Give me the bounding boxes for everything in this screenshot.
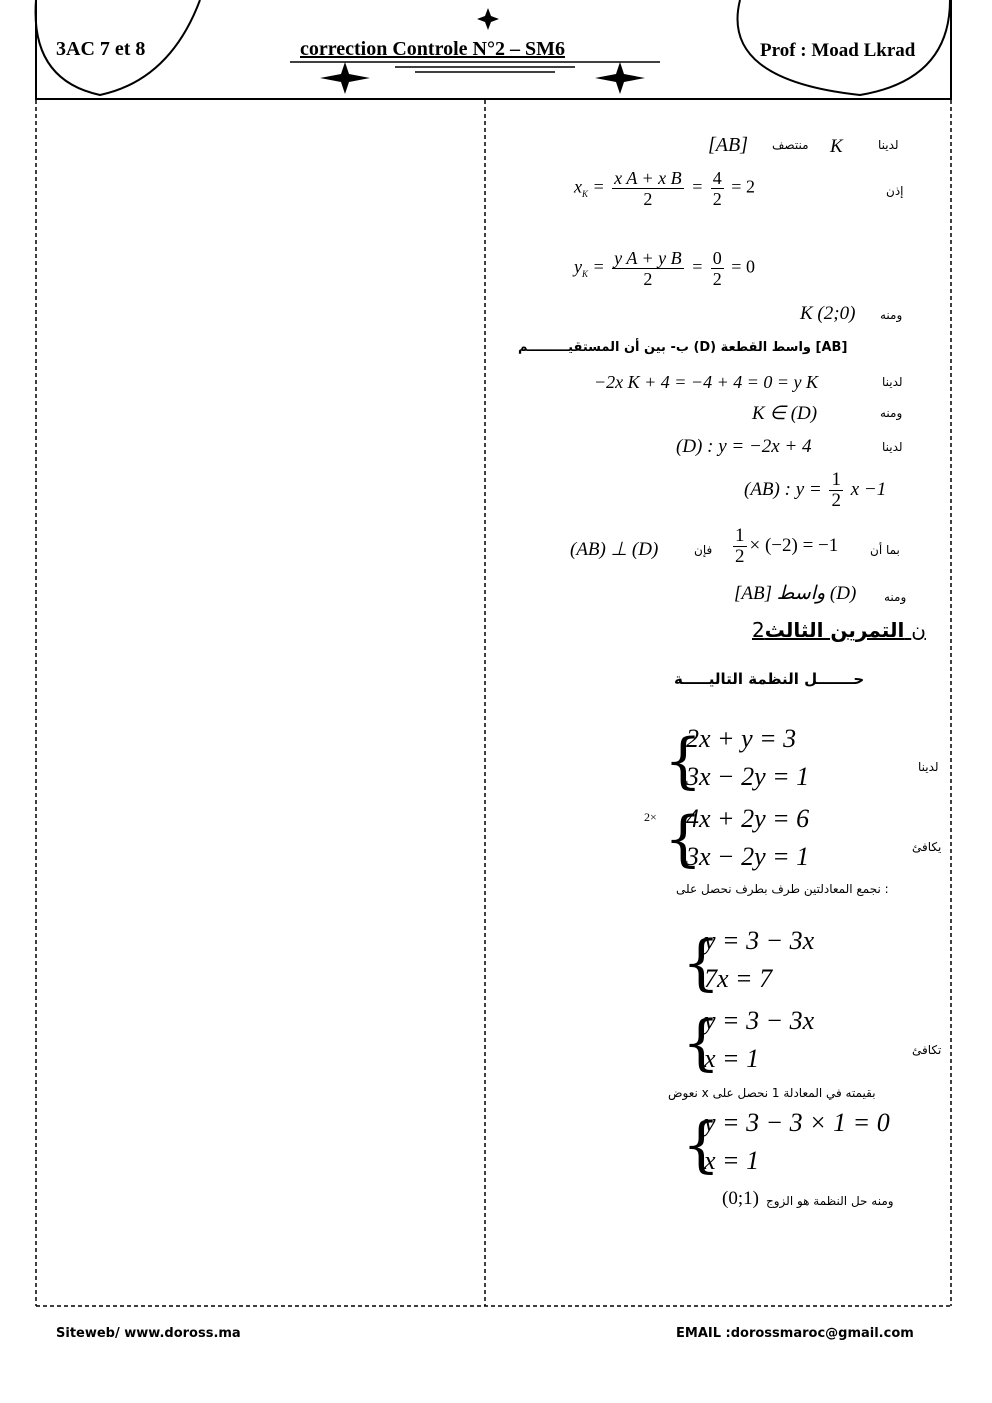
substitution-text: نعوض x بقيمته في المعادلة 1 نحصل على bbox=[668, 1086, 876, 1100]
page-title: correction Controle N°2 – SM6 bbox=[300, 38, 565, 60]
xk-fraction2 bbox=[711, 168, 724, 209]
system4-eq2: x = 1 bbox=[704, 1044, 760, 1073]
equivalent-label-2: تكافئ bbox=[912, 1043, 942, 1057]
system1-eq2: 3x − 2y = 1 bbox=[686, 762, 810, 791]
system3-eq1: y = 3 − 3x bbox=[704, 926, 815, 955]
given-label-4: لدينا bbox=[918, 760, 939, 774]
line-ab-slope-den: 2 bbox=[831, 490, 841, 511]
xk-denominator2: 2 bbox=[712, 189, 722, 209]
k-in-d-calc: −2x K + 4 = −4 + 4 = 0 = y K bbox=[594, 372, 819, 392]
system2-eq1: 4x + 2y = 6 bbox=[686, 804, 810, 833]
xk-lhs: x bbox=[574, 176, 582, 197]
hence-label-2: ومنه bbox=[880, 406, 903, 420]
yk-fraction2 bbox=[711, 248, 724, 289]
line-ab-slope-num: 1 bbox=[831, 469, 841, 490]
slope-product-den: 2 bbox=[735, 546, 745, 567]
exercise3-title bbox=[752, 618, 926, 642]
line-ab-slope bbox=[829, 470, 843, 511]
then-label: فإن bbox=[694, 543, 713, 557]
system3-brace: { bbox=[682, 928, 721, 998]
slope-product-num: 1 bbox=[735, 525, 745, 546]
exercise3-points: 2ن bbox=[752, 618, 926, 642]
xk-numerator: x A + x B bbox=[614, 168, 682, 188]
line-ab-rhs: x −1 bbox=[850, 478, 887, 500]
hence-label-3: ومنه bbox=[884, 590, 907, 604]
yk-numerator2: 0 bbox=[712, 248, 722, 268]
therefore-label: إذن bbox=[886, 184, 904, 198]
segment-ab: [AB] bbox=[708, 134, 748, 156]
xk-equation: $x_K$ = $\frac{\text{x A + x B}}{2}$ = $\frac{4}{2}$ = 2 bbox=[574, 168, 755, 209]
line-ab-equation bbox=[744, 470, 886, 511]
add-equations-text: نجمع المعادلتين طرف بطرف نحصل على : bbox=[676, 882, 889, 896]
question-b: ب- بين أن المستقيـــــــــم (D) واسط القطعة [AB] bbox=[518, 340, 848, 355]
system5-eq2: x = 1 bbox=[704, 1146, 760, 1175]
system4-brace: { bbox=[682, 1008, 721, 1078]
system3 bbox=[704, 922, 814, 998]
xk-denominator: 2 bbox=[643, 189, 653, 209]
given-label-3: لدينا bbox=[882, 440, 903, 454]
k-coordinates: K (2;0) bbox=[800, 303, 856, 324]
system2-brace: { bbox=[664, 804, 703, 874]
system1-eq1: 2x + y = 3 bbox=[686, 724, 797, 753]
bisector-conclusion: [AB] واسط (D) bbox=[734, 583, 857, 604]
xk-result: = 2 bbox=[731, 176, 755, 197]
system5 bbox=[704, 1104, 890, 1180]
system2 bbox=[686, 800, 809, 876]
xk-sub: K bbox=[582, 189, 589, 200]
yk-fraction bbox=[612, 248, 683, 289]
class-label: 3AC 7 et 8 bbox=[56, 38, 146, 60]
teacher-name: Prof : Moad Lkrad bbox=[760, 40, 916, 61]
footer-site: Siteweb/ www.doross.ma bbox=[56, 1326, 241, 1341]
yk-denominator2: 2 bbox=[712, 269, 722, 289]
system5-brace: { bbox=[682, 1110, 721, 1180]
system2-eq2: 3x − 2y = 1 bbox=[686, 842, 810, 871]
yk-sub: K bbox=[582, 269, 589, 280]
midpoint-word: منتصف bbox=[772, 138, 809, 152]
system1-brace: { bbox=[664, 726, 703, 796]
equivalent-label: يكافئ bbox=[912, 840, 942, 854]
system4-eq1: y = 3 − 3x bbox=[704, 1006, 815, 1035]
given-label-2: لدينا bbox=[882, 375, 903, 389]
slope-product-frac bbox=[733, 526, 747, 567]
system4 bbox=[704, 1002, 814, 1078]
since-label: بما أن bbox=[870, 543, 900, 557]
yk-lhs: y bbox=[574, 256, 582, 277]
exercise3-title-text: التمرين الثالث bbox=[764, 618, 905, 642]
yk-numerator: y A + y B bbox=[614, 248, 682, 268]
solution-value: (0;1) bbox=[722, 1188, 759, 1209]
xk-fraction bbox=[612, 168, 683, 209]
slope-product-rhs: × (−2) = −1 bbox=[749, 534, 839, 556]
system1 bbox=[686, 720, 809, 796]
line-ab-lhs: (AB) : y = bbox=[744, 478, 822, 500]
solution-text: ومنه حل النظمة هو الزوج bbox=[766, 1194, 894, 1208]
k-belongs-d: K ∈ (D) bbox=[752, 403, 818, 424]
xk-numerator2: 4 bbox=[712, 168, 722, 188]
given-label: لدينا bbox=[878, 138, 899, 152]
yk-result: = 0 bbox=[731, 256, 755, 277]
hence-label-1: ومنه bbox=[880, 308, 903, 322]
footer-email: EMAIL :dorossmaroc@gmail.com bbox=[676, 1326, 914, 1341]
point-k: K bbox=[830, 136, 843, 157]
yk-denominator: 2 bbox=[643, 269, 653, 289]
perpendicular-result: (AB) ⊥ (D) bbox=[570, 539, 659, 560]
multiplier-label: 2× bbox=[644, 810, 657, 824]
system3-eq2: 7x = 7 bbox=[704, 964, 773, 993]
slope-product bbox=[730, 526, 838, 567]
system5-eq1: y = 3 − 3 × 1 = 0 bbox=[704, 1108, 890, 1137]
exercise3-subtitle: حـــــــل النظمة التاليـــــة bbox=[674, 670, 865, 688]
line-d-equation: (D) : y = −2x + 4 bbox=[676, 436, 812, 457]
yk-equation: $y_K$ = $\frac{\text{y A + y B}}{2}$ = $\frac{0}{2}$ = 0 bbox=[574, 248, 755, 289]
